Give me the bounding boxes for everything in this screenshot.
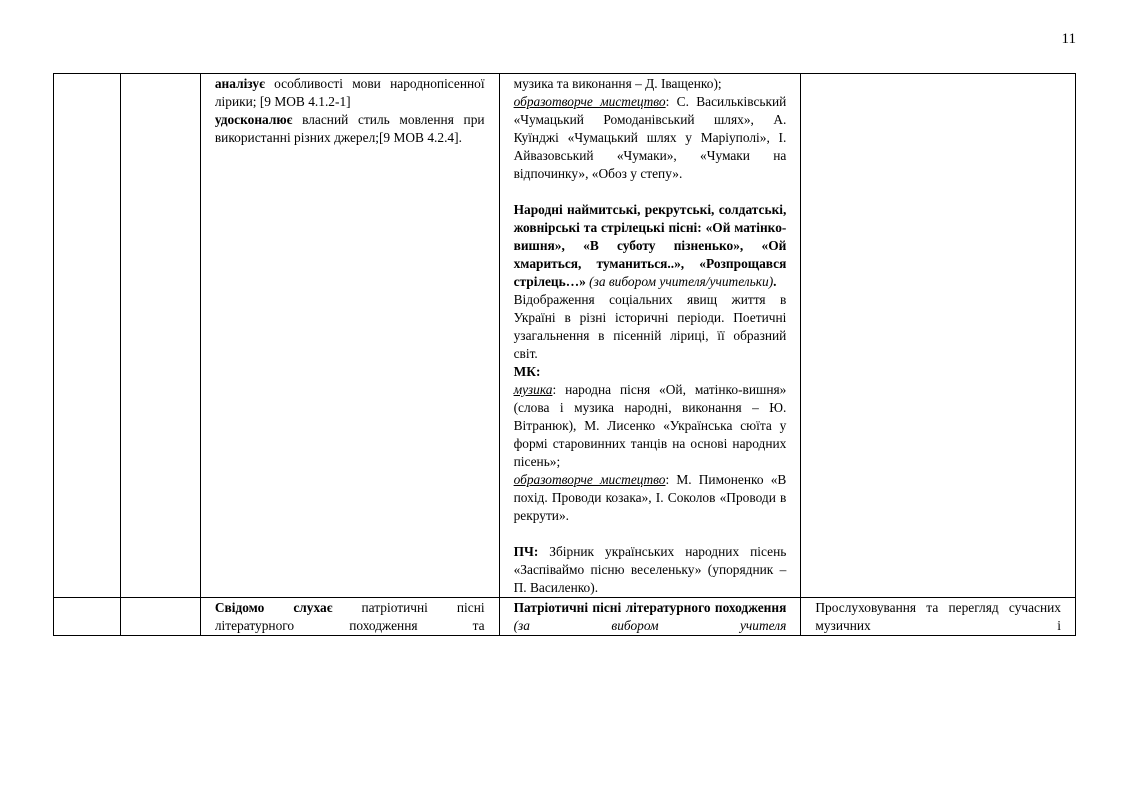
art-text: : С. Васильківський «Чумацький Ромоданівський шлях», А. Куїнджі «Чумацький шлях у Маріуполі», І. Айвазовський «Чумаки», «Чумаки на відпочинку», «Обоз у степу». [513,94,787,181]
section-note: (за вибором учителя [513,618,787,633]
cell-col2 [121,598,200,636]
cell-learning-outcomes [200,598,499,636]
music-label: музика [513,382,553,397]
cell-content [499,74,801,598]
mk-heading: МК: [513,364,541,379]
cell-col1 [54,74,121,598]
art-label: образотворче мистецтво [513,94,666,109]
outcome-item [215,75,485,111]
songs-end: . [773,274,777,289]
art-reference-2 [514,471,787,525]
outcome-verb: аналізує [214,76,265,91]
outcome-text: власний стиль мовлення при використанні різних джерел;[9 МОВ 4.2.4]. [214,112,485,145]
songs-section [514,201,787,291]
reading-reference [514,543,787,597]
art-label-2: образотворче мистецтво [513,472,666,487]
music-text: : народна пісня «Ой, матінко-вишня» (слова і музика народні, виконання – Ю. Вітранюк), М. Лисенко «Українська сюїта у формі старовинних танців на основі народних пісень»; [513,382,787,469]
reading-label: ПЧ: [513,544,539,559]
page-number: 11 [1061,31,1076,47]
music-reference [514,381,787,471]
outcome-verb: Свідомо слухає [214,600,333,615]
art-text-2: : М. Пимоненко «В похід. Проводи козака», І. Соколов «Проводи в рекрути». [513,472,787,523]
cell-col2 [121,74,200,598]
outcome-text: особливості мови народнопісенної лірики; [9 МОВ 4.1.2-1] [214,76,485,109]
reading-text: Збірник українських народних пісень «Заспіваймо пісню веселеньку» (упорядник – П. Василенко). [513,544,787,595]
section-heading: Патріотичні пісні літературного походження [513,600,787,615]
cell-learning-outcomes [200,74,499,598]
activity-text: Прослуховування та перегляд сучасних музичних і [815,600,1061,633]
curriculum-table [53,73,1076,636]
outcome-text: патріотичні пісні літературного походження та [214,600,485,633]
outcome-verb: удосконалює [214,112,293,127]
table-row [54,74,1076,598]
cell-content [499,598,801,636]
cell-activities [801,74,1076,598]
outcome-item [215,111,485,147]
table-row [54,598,1076,636]
art-reference [514,93,787,183]
intro-line: музика та виконання – Д. Іващенко); [513,76,722,91]
songs-note: (за вибором учителя/учительки) [585,274,774,289]
songs-heading: Народні наймитські, рекрутські, солдатські, жовнірські та стрілецькі пісні: «Ой матінко-вишня», «В суботу пізненько», «Ой хмариться, туманиться..», «Розпрощався стрілець…» [513,202,787,289]
cell-activities [801,598,1076,636]
cell-col1 [54,598,121,636]
songs-description: Відображення соціальних явищ життя в Україні в різні історичні періоди. Поетичні узагальнення в пісенній ліриці, її образний світ. [513,292,787,361]
